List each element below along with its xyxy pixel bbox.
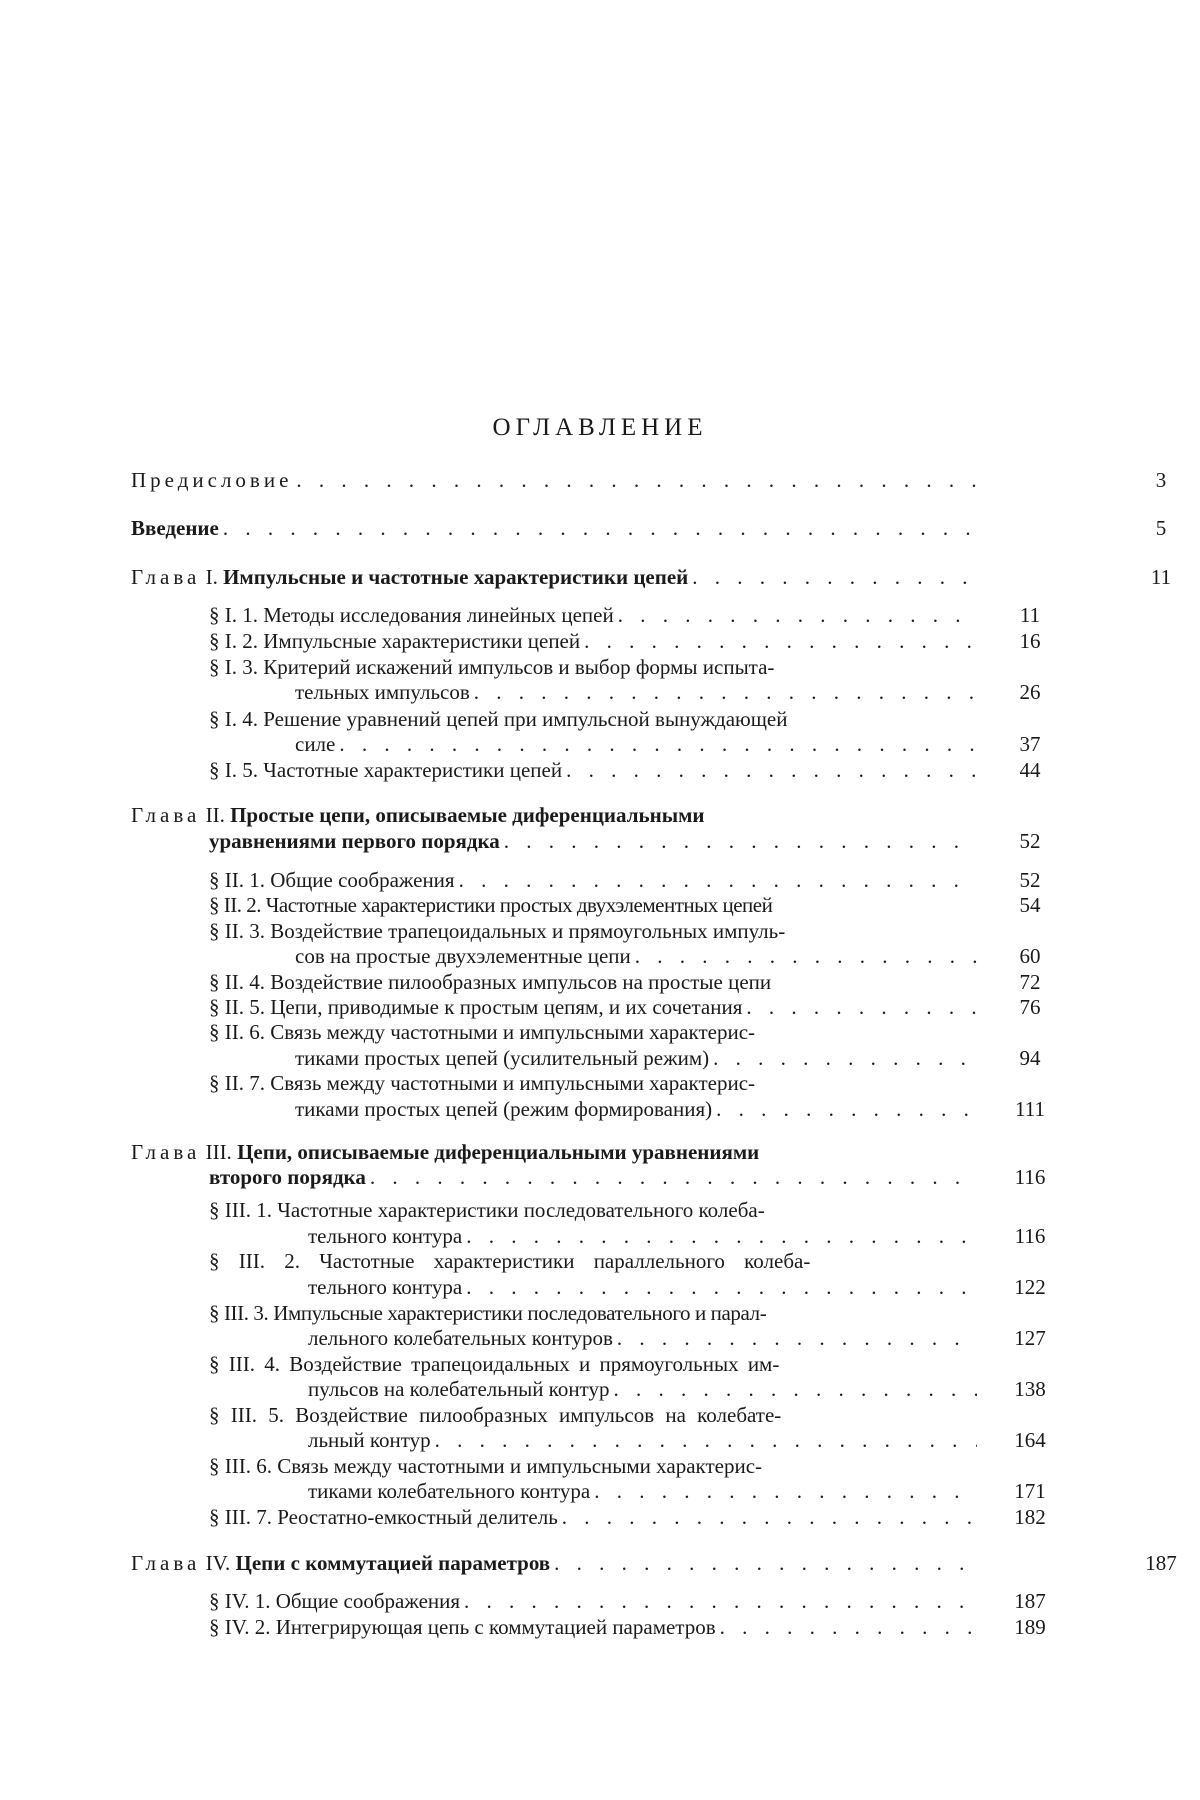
chapter-number: III.	[206, 1140, 232, 1164]
page-number: 26	[1000, 681, 1060, 704]
entry-label: тельного контура	[308, 1225, 462, 1248]
entry-label: § II. 4. Воздействие пилообразных импульсов на простые цепи	[209, 971, 771, 994]
page-number: 94	[1000, 1047, 1060, 1070]
toc-section[interactable]	[295, 945, 981, 968]
entry-label-line: § III. 5. Воздействие пилообразных импульсов на колебате-	[209, 1404, 981, 1427]
entry-label-line: § II. 7. Связь между частотными и импульсными характерис-	[209, 1072, 981, 1095]
entry-label: § II. 2. Частотные характеристики простых двухэлементных цепей	[209, 894, 772, 917]
toc-section[interactable]	[308, 1378, 981, 1401]
entry-label: § II. 1. Общие соображения	[209, 869, 455, 892]
page-number: 44	[1000, 759, 1060, 782]
entry-label-line: § II. 6. Связь между частотными и импульсными характерис-	[209, 1021, 981, 1044]
entry-label: § I. 1. Методы исследования линейных цепей	[209, 604, 614, 627]
chapter-title-cont: уравнениями первого порядка	[209, 830, 500, 853]
toc-section[interactable]	[209, 630, 981, 653]
toc-section[interactable]	[209, 971, 981, 994]
toc-chapter-4[interactable]	[131, 1552, 981, 1575]
page-number: 127	[1000, 1327, 1060, 1350]
toc-section[interactable]	[209, 1616, 981, 1639]
entry-label-line: § III. 1. Частотные характеристики последовательного колеба-	[209, 1199, 981, 1222]
toc-section[interactable]	[209, 759, 981, 782]
page-number: 76	[1000, 996, 1060, 1019]
entry-label: § II. 5. Цепи, приводимые к простым цепям, и их сочетания	[209, 996, 742, 1019]
page-number: 164	[1000, 1429, 1060, 1452]
entry-label-line: § III. 4. Воздействие трапецоидальных и прямоугольных им-	[209, 1353, 981, 1376]
toc-section[interactable]	[308, 1327, 981, 1350]
page-number: 187	[1131, 1552, 1191, 1575]
page-number: 138	[1000, 1378, 1060, 1401]
toc-section[interactable]	[209, 869, 981, 892]
toc-section[interactable]	[308, 1225, 981, 1248]
page-number: 37	[1000, 733, 1060, 756]
toc-section[interactable]	[209, 894, 981, 917]
toc-section[interactable]	[295, 1047, 981, 1070]
toc-section[interactable]	[308, 1429, 981, 1452]
entry-label: пульсов на колебательный контур	[308, 1378, 609, 1401]
chapter-prefix: Глава	[131, 1551, 200, 1575]
page-number: 72	[1000, 971, 1060, 994]
toc-section[interactable]	[209, 1506, 981, 1529]
page-number: 5	[1131, 517, 1191, 540]
toc-section[interactable]	[209, 1590, 981, 1613]
toc-section[interactable]	[295, 1098, 981, 1121]
chapter-prefix: Глава	[131, 1140, 200, 1164]
entry-label: § I. 2. Импульсные характеристики цепей	[209, 630, 580, 653]
entry-label: тиками простых цепей (усилительный режим)	[295, 1047, 709, 1070]
chapter-title: Цепи с коммутацией параметров	[236, 1551, 551, 1575]
toc-section[interactable]	[209, 996, 981, 1019]
page-title: ОГЛАВЛЕНИЕ	[0, 414, 1200, 442]
page-number: 52	[1000, 830, 1060, 853]
chapter-title-cont: второго порядка	[209, 1166, 366, 1189]
entry-label: § IV. 1. Общие соображения	[209, 1590, 460, 1613]
entry-label: Введение	[131, 517, 219, 540]
entry-label: Предисловие	[131, 469, 292, 492]
chapter-prefix: Глава	[131, 803, 200, 827]
page-number: 60	[1000, 945, 1060, 968]
entry-label: тельных импульсов	[295, 681, 470, 704]
toc-chapter-1[interactable]	[131, 566, 981, 589]
chapter-title: Импульсные и частотные характеристики цепей	[223, 565, 688, 589]
page-number: 187	[1000, 1590, 1060, 1613]
chapter-number: II.	[206, 803, 225, 827]
page-number: 122	[1000, 1276, 1060, 1299]
page-number: 52	[1000, 869, 1060, 892]
toc-section[interactable]	[295, 733, 981, 756]
chapter-number: IV.	[206, 1551, 231, 1575]
entry-label: § IV. 2. Интегрирующая цепь с коммутацией параметров	[209, 1616, 716, 1639]
page-number: 11	[1000, 604, 1060, 627]
entry-label: § I. 5. Частотные характеристики цепей	[209, 759, 562, 782]
toc-chapter-2[interactable]	[209, 830, 981, 853]
toc-chapter-3[interactable]	[209, 1166, 981, 1189]
entry-label: сов на простые двухэлементные цепи	[295, 945, 631, 968]
entry-label-line: § I. 4. Решение уравнений цепей при импульсной вынуждающей	[209, 708, 981, 731]
page-number: 116	[1000, 1225, 1060, 1248]
entry-label: тиками простых цепей (режим формирования)	[295, 1098, 712, 1121]
toc-entry-introduction[interactable]	[131, 517, 981, 540]
chapter-prefix: Глава	[131, 565, 200, 589]
entry-label: тельного контура	[308, 1276, 462, 1299]
chapter-title: Цепи, описываемые диференциальными уравнениями	[237, 1140, 759, 1164]
chapter-title: Простые цепи, описываемые диференциальными	[230, 803, 704, 827]
entry-label-line: § II. 3. Воздействие трапецоидальных и прямоугольных импуль-	[209, 920, 981, 943]
toc-section[interactable]	[209, 604, 981, 627]
entry-label: силе	[295, 733, 335, 756]
entry-label-line: § I. 3. Критерий искажений импульсов и выбор формы испыта-	[209, 656, 981, 679]
page-number: 3	[1131, 469, 1191, 492]
page-number: 171	[1000, 1480, 1060, 1503]
page-number: 116	[1000, 1166, 1060, 1189]
toc-section[interactable]	[295, 681, 981, 704]
entry-label-line: § III. 3. Импульсные характеристики последовательного и парал-	[209, 1302, 981, 1325]
page-number: 111	[1000, 1098, 1060, 1121]
entry-label: льный контур	[308, 1429, 431, 1452]
entry-label-line: § III. 2. Частотные характеристики параллельного колеба-	[209, 1250, 981, 1273]
page-number: 16	[1000, 630, 1060, 653]
entry-label: тиками колебательного контура	[308, 1480, 590, 1503]
toc-chapter-3-heading[interactable]	[131, 1141, 981, 1164]
toc-section[interactable]	[308, 1276, 981, 1299]
toc-section[interactable]	[308, 1480, 981, 1503]
page-number: 189	[1000, 1616, 1060, 1639]
entry-label: § III. 7. Реостатно-емкостный делитель	[209, 1506, 558, 1529]
entry-label-line: § III. 6. Связь между частотными и импульсными характерис-	[209, 1455, 981, 1478]
toc-entry-preface[interactable]	[131, 469, 981, 492]
page-number: 11	[1131, 566, 1191, 589]
entry-label: лельного колебательных контуров	[308, 1327, 613, 1350]
page-number: 182	[1000, 1506, 1060, 1529]
toc-chapter-2-heading[interactable]	[131, 804, 981, 827]
page-number: 54	[1000, 894, 1060, 917]
chapter-number: I.	[206, 565, 218, 589]
